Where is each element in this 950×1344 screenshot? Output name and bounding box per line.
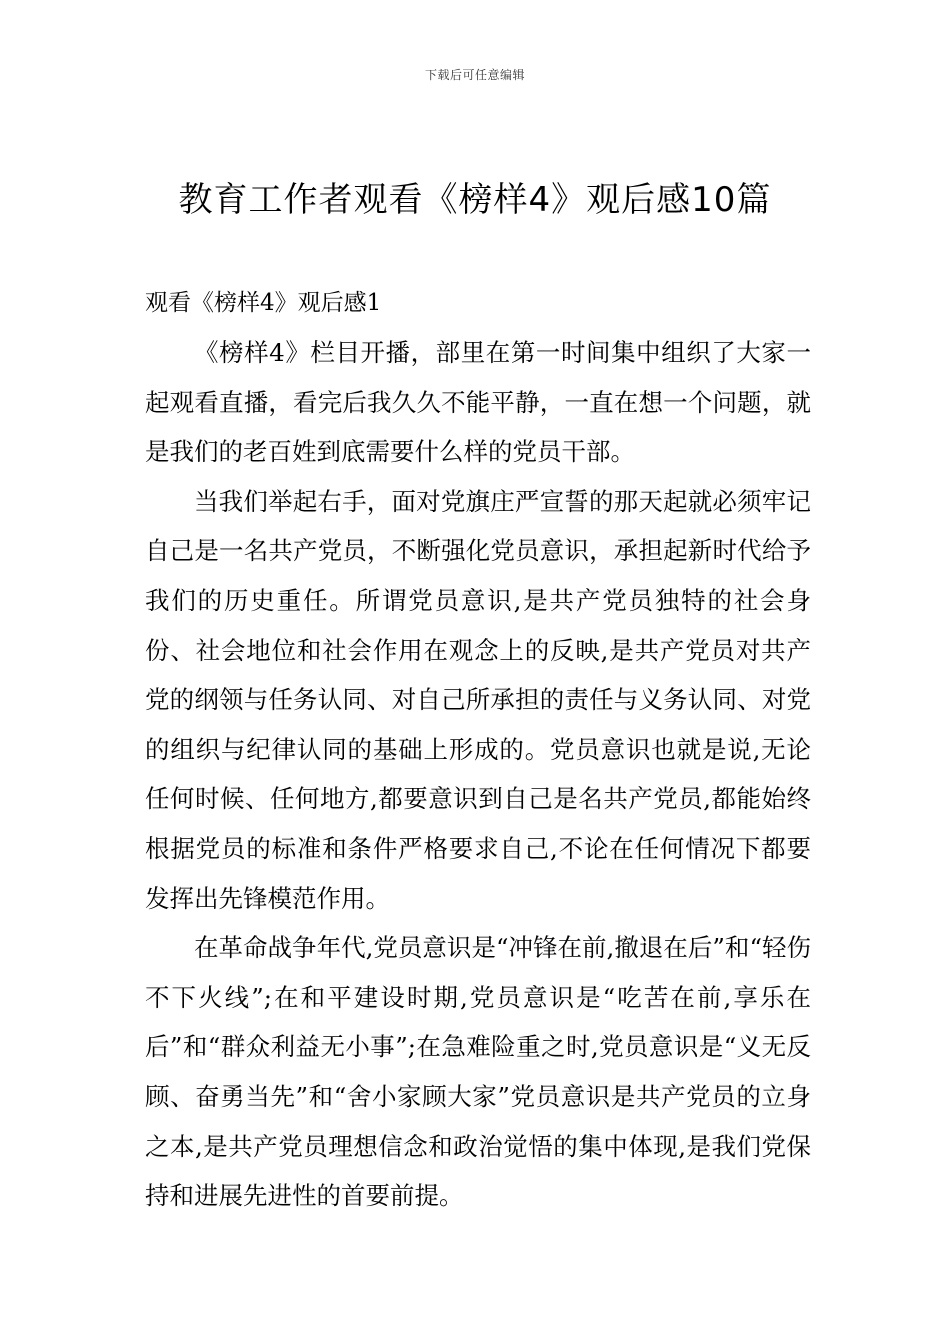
- body-text: [145, 328, 811, 1221]
- paragraph-3: 在革命战争年代,党员意识是“冲锋在前,撤退在后”和“轻伤不下火线”;在和平建设时期,党员意识是“吃苦在前,享乐在后”和“群众利益无小事”;在急难险重之时,党员意识是“义无反顾、奋勇当先”和“舍小家顾大家”党员意识是共产党员的立身之本,是共产党员理想信念和政治觉悟的集中体现,是我们党保持和进展先进性的首要前提。: [145, 933, 811, 1211]
- header-note: 下载后可任意编辑: [424, 68, 525, 82]
- paragraph-1: 《榜样4》栏目开播，部里在第一时间集中组织了大家一起观看直播，看完后我久久不能平静，一直在想一个问题，就是我们的老百姓到底需要什么样的党员干部。: [145, 338, 811, 467]
- document-title: 教育工作者观看《榜样4》观后感10篇: [178, 180, 772, 220]
- section-heading: 观看《榜样4》观后感1: [145, 290, 382, 316]
- paragraph-2: 当我们举起右手，面对党旗庄严宣誓的那天起就必须牢记自己是一名共产党员，不断强化党员意识，承担起新时代给予我们的历史重任。所谓党员意识,是共产党员独特的社会身份、社会地位和社会作用在观念上的反映,是共产党员对共产党的纲领与任务认同、对自己所承担的责任与义务认同、对党的组织与纪律认同的基础上形成的。党员意识也就是说,无论任何时候、任何地方,都要意识到自己是名共产党员,都能始终根据党员的标准和条件严格要求自己,不论在任何情况下都要发挥出先锋模范作用。: [145, 486, 811, 913]
